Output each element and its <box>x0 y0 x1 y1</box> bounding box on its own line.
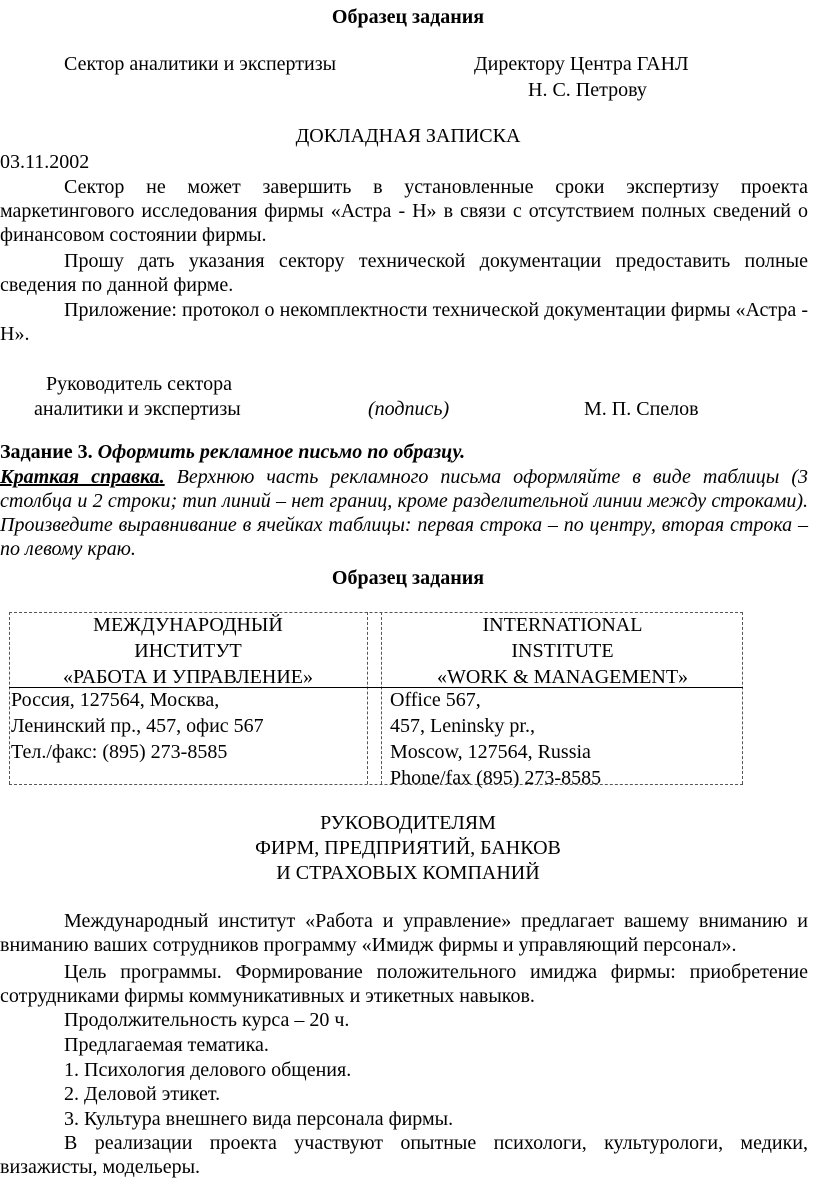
table-divider-col-1 <box>367 612 368 784</box>
letterhead-table <box>9 612 743 789</box>
address-en-line: 457, Leninsky pr., <box>390 715 535 737</box>
header-ru-line: «РАБОТА И УПРАВЛЕНИЕ» <box>63 666 313 688</box>
address-ru-line: Тел./факс: (895) 273-8585 <box>11 741 228 763</box>
memo-paragraph-2: Прошу дать указания сектору технической документации предоставить полные сведения по данной фирме. <box>0 250 808 296</box>
header-cell-ru <box>9 612 367 690</box>
address-en-line: Phone/fax (895) 273-8585 <box>390 767 602 789</box>
memo-signer-position-2: аналитики и экспертизы <box>34 398 241 420</box>
header-ru-line: ИНСТИТУТ <box>134 640 242 662</box>
letter-paragraph-1: Международный институт «Работа и управление» предлагает вашему вниманию и вниманию ваших сотрудников программу «Имидж фирмы и управляющий персонал». <box>0 910 808 956</box>
sample-title: Образец задания <box>331 6 485 28</box>
letter-topic-item: 1. Психология делового общения. <box>64 1059 352 1081</box>
header-en-line: INTERNATIONAL <box>482 614 643 636</box>
memo-from: Сектор аналитики и экспертизы <box>64 53 337 75</box>
address-ru-line: Россия, 127564, Москва, <box>11 689 220 711</box>
memo-signer-name: М. П. Спелов <box>584 398 699 420</box>
task-hint <box>0 465 808 561</box>
addressee-line: ФИРМ, ПРЕДПРИЯТИЙ, БАНКОВ <box>255 837 561 859</box>
letter-paragraph-3: Продолжительность курса – 20 ч. <box>64 1009 350 1031</box>
task-heading <box>0 440 465 464</box>
address-en-line: Office 567, <box>390 689 481 711</box>
address-cell-en <box>390 687 740 791</box>
task-instruction: Оформить рекламное письмо по образцу. <box>97 441 466 463</box>
header-ru-line: МЕЖДУНАРОДНЫЙ <box>93 614 283 636</box>
memo-paragraph-3: Приложение: протокол о некомплектности технической документации фирмы «Астра - Н». <box>0 299 808 345</box>
memo-doc-title: ДОКЛАДНАЯ ЗАПИСКА <box>295 125 521 147</box>
address-ru-line: Ленинский пр., 457, офис 567 <box>11 715 264 737</box>
letter-paragraph-5: В реализации проекта участвуют опытные психологи, культурологи, медики, визажисты, модельеры. <box>0 1132 808 1178</box>
task-hint-text: Верхнюю часть рекламного письма оформляйте в виде таблицы (3 столбца и 2 строки; тип линий – нет границ, кроме разделительной линии между строками). Произведите выравнивание в ячейках таблицы: первая строка – по центру, вторая строка – по левому краю. <box>0 466 809 560</box>
address-en-line: Moscow, 127564, Russia <box>390 741 591 763</box>
memo-to-line1: Директору Центра ГАНЛ <box>474 53 689 75</box>
letter-addressee <box>0 811 816 886</box>
letter-paragraph-4: Предлагаемая тематика. <box>64 1034 269 1056</box>
letter-topic-item: 3. Культура внешнего вида персонала фирмы. <box>64 1108 454 1130</box>
memo-signature: (подпись) <box>368 398 450 420</box>
letter-topic-item: 2. Деловой этикет. <box>64 1083 221 1105</box>
task-hint-label: Краткая справка. <box>0 466 165 488</box>
memo-signer-position-1: Руководитель сектора <box>46 373 232 395</box>
memo-paragraph-1: Сектор не может завершить в установленные сроки экспертизу проекта маркетингового исследования фирмы «Астра - Н» в связи с отсутствием полных сведений о финансовом состоянии фирмы. <box>0 176 808 246</box>
memo-date: 03.11.2002 <box>0 151 90 173</box>
letter-paragraph-2: Цель программы. Формирование положительного имиджа фирмы: приобретение сотрудниками фирмы коммуникативных и этикетных навыков. <box>0 961 808 1007</box>
memo-to-line2: Н. С. Петрову <box>528 79 647 101</box>
task-label: Задание 3. <box>0 441 93 463</box>
addressee-line: И СТРАХОВЫХ КОМПАНИЙ <box>276 862 540 884</box>
sample-2-title: Образец задания <box>331 567 485 589</box>
address-cell-ru <box>11 687 365 765</box>
header-cell-en <box>382 612 743 690</box>
header-en-line: «WORK & MANAGEMENT» <box>436 666 689 688</box>
addressee-line: РУКОВОДИТЕЛЯМ <box>320 812 496 834</box>
header-en-line: INSTITUTE <box>511 640 614 662</box>
